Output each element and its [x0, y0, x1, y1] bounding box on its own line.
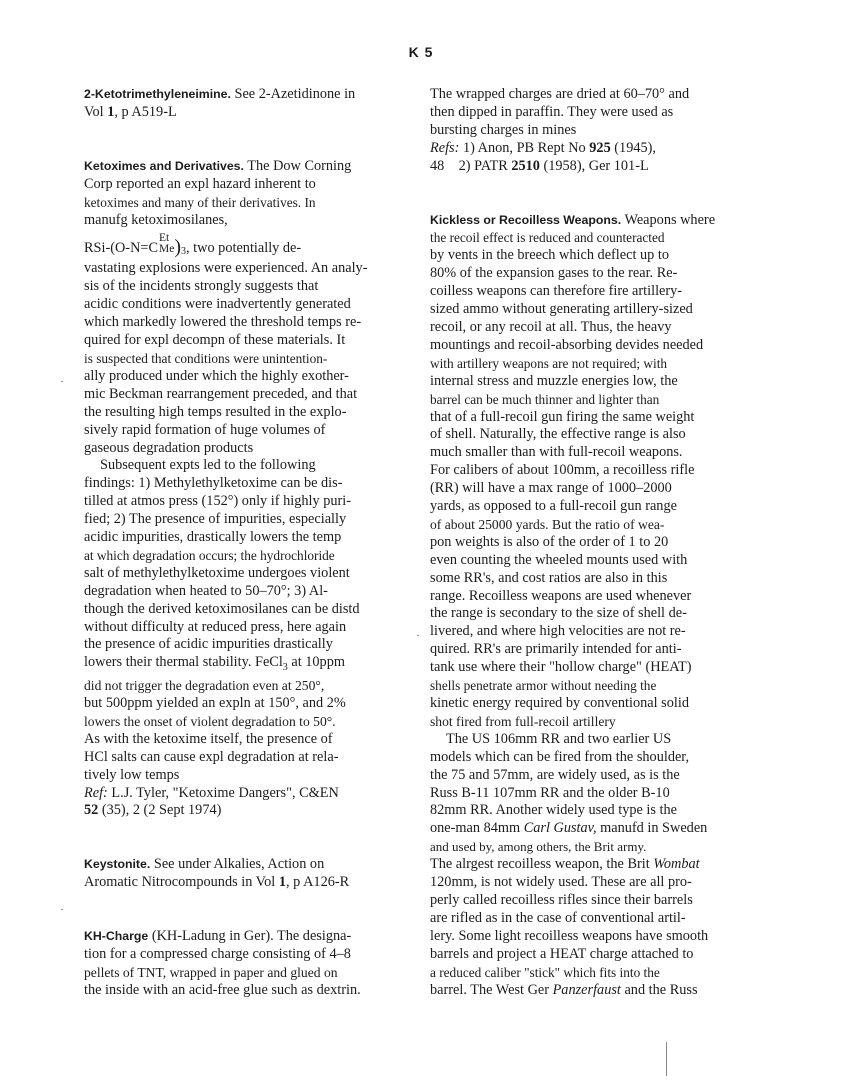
entry-keystonite-line: Keystonite. See under Alkalies, Action on	[84, 856, 325, 873]
reference: Refs: 1) Anon, PB Rept No 925 (1945),	[430, 139, 656, 156]
entry-2-ketotrimethyleneimine-line: 2-Ketotrimethyleneimine. See 2-Azetidinone in	[84, 86, 356, 102]
chemical-formula: RSi-(O-N=C Et Me )$_3$, two potentially de-	[84, 232, 302, 259]
entry-heading: 2-Ketotrimethyleneimine.	[84, 87, 231, 101]
scan-speck: ·	[60, 374, 64, 388]
page-number: K 5	[408, 44, 434, 60]
scan-speck: ·	[60, 902, 64, 916]
scan-speck: ·	[416, 628, 420, 642]
entry-heading: KH-Charge	[84, 929, 149, 944]
right-column: The wrapped charges are dried at 60–70° and then dipped in paraffin. They were used as bursting charges in mines Refs: 1) Anon, PB Rept No 925 (1945), 48 2) PATR 2510 (1958), Ger 101-L Kickless or Recoilless Weapons. Weapons where the recoil effect is reduced and counteracted by vents in the breech which deflect up to 80% of the expansion gases to the rear. Re- coilless weapons can therefore fire artillery- sized ammo without generating artillery-sized recoil, or any recoil at all. Thus, the heavy mountings and recoil-absorbing devides needed with artillery weapons are not required; with internal stress and muzzle energies low, the barrel can be much thinner and lighter than that of a full-recoil gun firing the same weight of shell. Naturally, the effective range is also much smaller than with full-recoil weapons. For calibers of about 100mm, a recoilless rifle (RR) will have a max range of 1000–2000 yards, as opposed to a full-recoil gun range of about 25000 yards. But the ratio of wea- pon weights is also of the order of 1 to 20 even counting the wheeled mounts used with some RR's, and cost ratios are also in this range. Recoilless weapons are used whenever the range is secondary to the size of shell de- livered, and where high velocities are not re- quired. RR's are primarily intended for anti- tank use where their "hollow charge" (HEAT) shells penetrate armor without needing the kinetic energy required by conventional solid shot fired from full-recoil artillery The US 106mm RR and two earlier US models which can be fired from the shoulder, the 75 and 57mm, are widely used, as is the Russ B-11 107mm RR and the older B-10 82mm RR. Another widely used type is the one-man 84mm Carl Gustav, manufd in Sweden and used by, among others, the Brit army. The alrgest recoilless weapon, the Brit Wombat 120mm, is not widely used. These are all pro- perly called recoilless rifles since their barrels are rifled as in the case of conventional artil- lery. Some light recoilless weapons have smooth barrels and project a HEAT charge attached to a reduced caliber "stick" which fits into the barrel. The West Ger Panzerfaust and the Russ	[430, 86, 736, 999]
entry-heading: Kickless or Recoilless Weapons.	[430, 212, 622, 227]
entry-kh-charge-line: KH-Charge (KH-Ladung in Ger). The designa-	[84, 928, 352, 945]
entry-heading: Ketoximes and Derivatives.	[84, 158, 244, 173]
left-column: 2-Ketotrimethyleneimine. See 2-Azetidinone in Vol 1, p A519-L Ketoximes and Derivatives. The Dow Corning Corp reported an expl hazard inherent to ketoximes and many of their derivatives. In manufg ketoximosilanes, RSi-(O-N=C Et Me )$_3$, two potentially de- vastating explosions were experienced. An analy- sis of the incidents strongly suggests that acidic conditions were inadvertently generated which markedly lowered the threshold temps re- quired for expl decompn of these materials. It is suspected that conditions were unintention- ally produced under which the highly exother- mic Beckman rearrangement preceded, and that the resulting high temps resulted in the explo- sively rapid formation of huge volumes of gaseous degradation products Subsequent expts led to the following findings: 1) Methylethylketoxime can be dis- tilled at atmos press (152°) only if highly puri- fied; 2) The presence of impurities, especially acidic impurities, drastically lowers the temp at which degradation occurs; the hydrochloride salt of methylethylketoxime undergoes violent degradation when heated to 50–70°; 3) Al- though the derived ketoximosilanes can be distd without difficulty at reduced press, here again the presence of acidic impurities drastically lowers their thermal stability. FeCl$_3$ at 10ppm did not trigger the degradation even at 250°, but 500ppm yielded an expln at 150°, and 2% lowers the onset of violent degradation to 50°. As with the ketoxime itself, the presence of HCl salts can cause expl degradation at rela- tively low temps Ref: L.J. Tyler, "Ketoxime Dangers", C&EN 52 (35), 2 (2 Sept 1974) Keystonite. See under Alkalies, Action on Aromatic Nitrocompounds in Vol 1, p A126-R KH-Charge (KH-Ladung in Ger). The designa- tion for a compressed charge consisting of 4–8 pellets of TNT, wrapped in paper and glued on the inside with an acid-free glue such as dextrin.	[84, 86, 396, 1000]
scan-mark	[666, 1042, 667, 1076]
reference: Ref: L.J. Tyler, "Ketoxime Dangers", C&EN	[84, 784, 339, 801]
entry-kickless-line: Kickless or Recoilless Weapons. Weapons where	[430, 211, 716, 228]
entry-heading: Keystonite.	[84, 857, 151, 872]
entry-ketoximes-line: Ketoximes and Derivatives. The Dow Corning	[84, 157, 352, 174]
